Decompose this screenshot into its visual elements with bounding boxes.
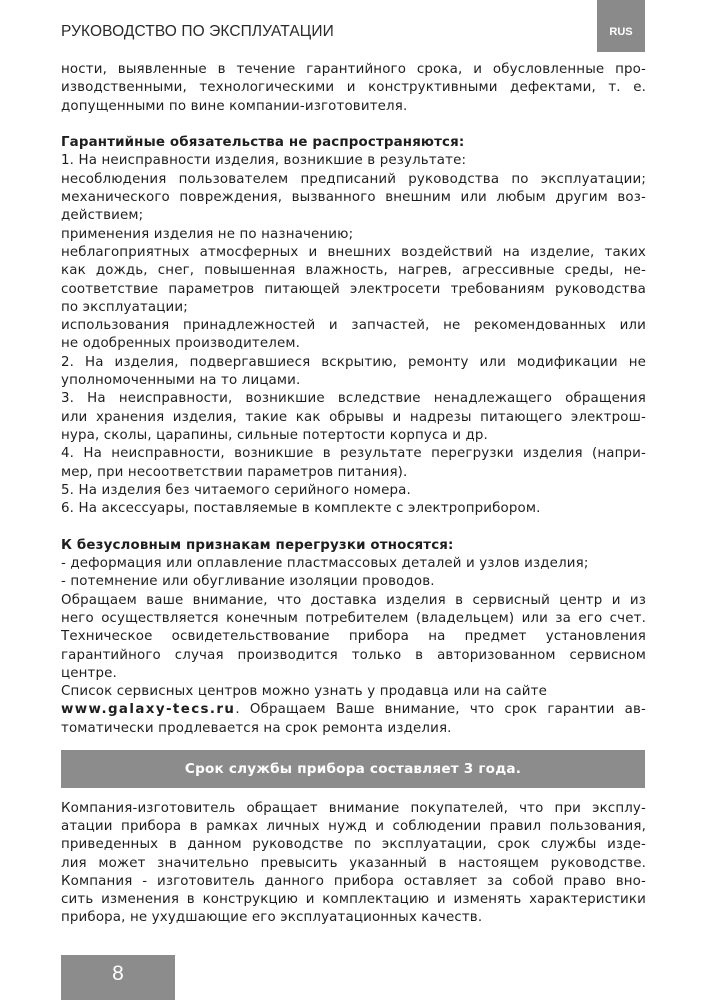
warranty-exclusions-heading: Гарантийные обязательства не распространяются: (61, 135, 465, 151)
service-life-banner: Срок службы прибора составляет 3 года. (61, 750, 645, 788)
closing-text (61, 800, 646, 927)
text-line: прибора, не ухудшающие его эксплуатационных качеств. (61, 910, 483, 926)
text-line: него осуществляется конечным потребителем (владельцем) или за его счет. (61, 610, 646, 626)
text-line: 6. На аксессуары, поставляемые в комплекте с электроприбором. (61, 501, 541, 517)
text-fragment: . Обращаем Ваше внимание, что срок гарантии ав- (235, 702, 646, 718)
website-link[interactable]: www.galaxy-tecs.ru (61, 702, 236, 718)
text-line: изводственными, технологическими и конструктивными дефектами, т. е. (61, 80, 646, 96)
body-text (61, 61, 646, 738)
text-line: сить изменения в конструкцию и комплектацию и изменять характеристики (61, 892, 646, 908)
text-line: механического повреждения, вызванного внешним или любым другим воз- (61, 190, 646, 206)
text-line: лия может значительно превысить указанный в настоящем руководстве. (61, 855, 646, 871)
text-line: 2. На изделия, подвергавшиеся вскрытию, ремонту или модификации не (61, 354, 646, 370)
text-line: томатически продлевается на срок ремонта изделия. (61, 720, 452, 736)
text-line: мер, при несоответствии параметров питания). (61, 464, 408, 480)
text-line: Техническое освидетельствование прибора на предмет установления (61, 629, 646, 645)
text-line: 3. На неисправности, возникшие вследствие ненадлежащего обращения (61, 391, 646, 407)
text-line: Обращаем ваше внимание, что доставка изделия в сервисный центр и из (61, 592, 646, 608)
text-line: 1. На неисправности изделия, возникшие в результате: (61, 153, 467, 169)
text-line (61, 701, 646, 719)
text-line: действием; (61, 208, 144, 224)
text-line: - потемнение или обугливание изоляции проводов. (61, 574, 435, 590)
text-line: Компания - изготовитель данного прибора оставляет за собой право вно- (61, 873, 646, 889)
overload-heading: К безусловным признакам перегрузки относятся: (61, 537, 454, 553)
text-line: несоблюдения пользователем предписаний руководства по эксплуатации; (61, 171, 646, 187)
text-line: неблагоприятных атмосферных и внешних воздействий на изделие, таких (61, 244, 646, 260)
text-line: гарантийного случая производится только в авторизованном сервисном (61, 647, 646, 663)
text-line: соответствие параметров питающей электросети требованиям руководства (61, 281, 646, 297)
text-line: - деформация или оплавление пластмассовых деталей и узлов изделия; (61, 556, 589, 572)
text-line: центре. (61, 665, 117, 681)
page-header-title: РУКОВОДСТВО ПО ЭКСПЛУАТАЦИИ (61, 23, 334, 40)
page-number: 8 (61, 955, 175, 1000)
text-line: не одобренных производителем. (61, 336, 301, 352)
text-line: допущенными по вине компании-изготовителя. (61, 98, 408, 114)
text-line: приведенных в данном руководстве по эксплуатации, срок службы изде- (61, 837, 646, 853)
text-line: или хранения изделия, такие как обрывы и надрезы питающего электрош- (61, 409, 646, 425)
text-line: 5. На изделия без читаемого серийного номера. (61, 482, 411, 498)
text-line: нура, сколы, царапины, сильные потертости корпуса и др. (61, 427, 488, 443)
language-tab: RUS (597, 0, 645, 52)
text-line: атации прибора в рамках личных нужд и соблюдении правил пользования, (61, 819, 646, 835)
text-line: использования принадлежностей и запчастей, не рекомендованных или (61, 318, 646, 334)
text-line: 4. На неисправности, возникшие в результате перегрузки изделия (напри- (61, 446, 646, 462)
text-line: Список сервисных центров можно узнать у продавца или на сайте (61, 684, 547, 700)
text-line: Компания-изготовитель обращает внимание покупателей, что при эксплу- (61, 801, 646, 816)
text-line: применения изделия не по назначению; (61, 226, 354, 242)
text-line: по эксплуатации; (61, 299, 188, 315)
text-line: уполномоченными на то лицами. (61, 373, 301, 389)
text-line: как дождь, снег, повышенная влажность, нагрев, агрессивные среды, не- (61, 263, 646, 279)
text-line: ности, выявленные в течение гарантийного срока, и обусловленные про- (61, 62, 646, 77)
